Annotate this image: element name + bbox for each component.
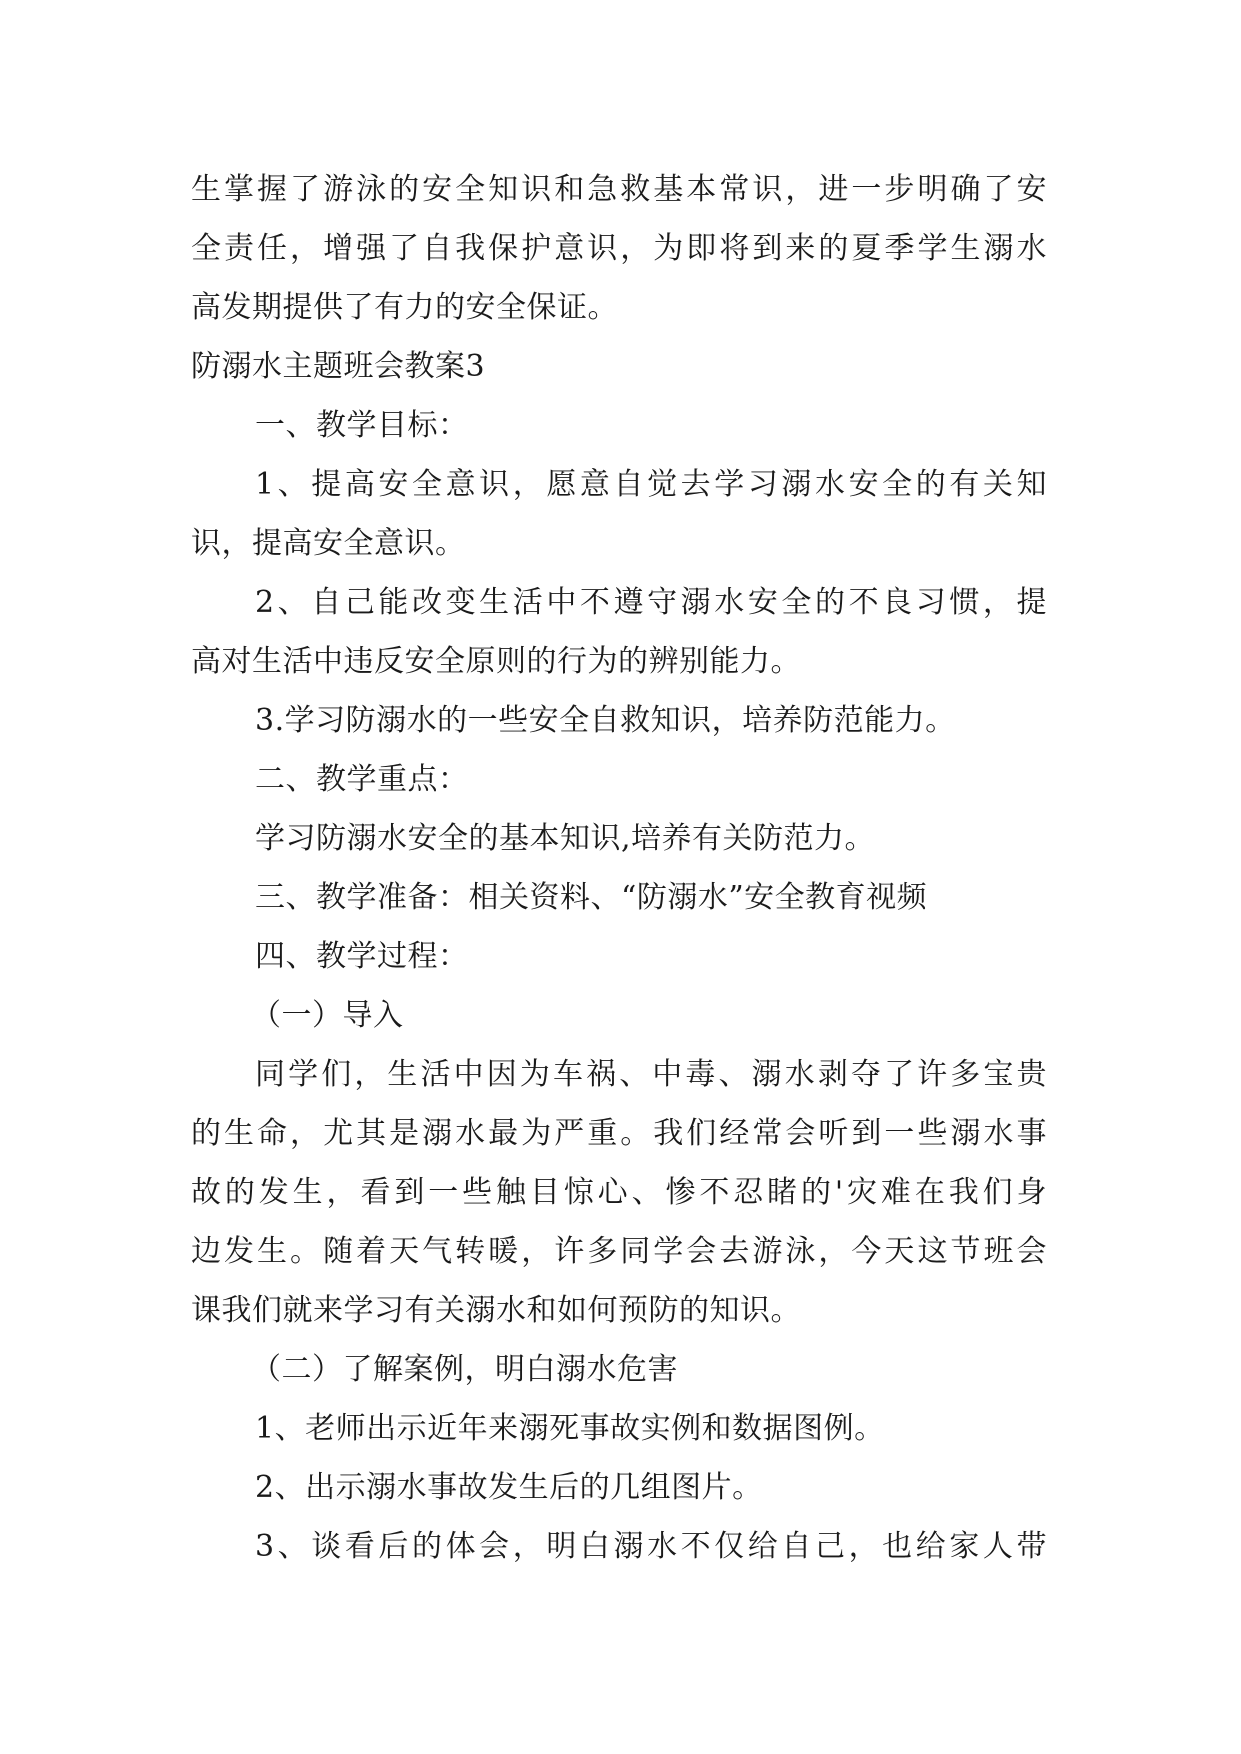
heading-process: 四、教学过程： — [255, 939, 469, 974]
heading-objectives: 一、教学目标： — [255, 408, 469, 443]
paragraph-line: 2、自己能改变生活中不遵守溺水安全的不良习惯，提 — [255, 585, 1047, 620]
paragraph-line: 3、谈看后的体会，明白溺水不仅给自己，也给家人带 — [255, 1529, 1047, 1564]
paragraph-line: 高发期提供了有力的安全保证。 — [191, 290, 618, 325]
paragraph-line: 的生命，尤其是溺水最为严重。我们经常会听到一些溺水事 — [191, 1116, 1047, 1151]
paragraph-line: 高对生活中违反安全原则的行为的辨别能力。 — [191, 644, 801, 679]
paragraph-line: 2、出示溺水事故发生后的几组图片。 — [255, 1470, 763, 1505]
document-body — [191, 160, 1047, 1576]
subheading-cases: （二）了解案例，明白溺水危害 — [251, 1352, 678, 1387]
paragraph-line: 同学们，生活中因为车祸、中毒、溺水剥夺了许多宝贵 — [255, 1057, 1047, 1092]
paragraph-line: 全责任，增强了自我保护意识，为即将到来的夏季学生溺水 — [191, 231, 1047, 266]
paragraph-line: 1、提高安全意识，愿意自觉去学习溺水安全的有关知 — [255, 467, 1047, 502]
heading-key-points: 二、教学重点： — [255, 762, 469, 797]
paragraph-line: 识，提高安全意识。 — [191, 526, 466, 561]
heading-preparation: 三、教学准备：相关资料、“防溺水”安全教育视频 — [255, 880, 928, 915]
section-title: 防溺水主题班会教案3 — [191, 349, 486, 384]
paragraph-line: 课我们就来学习有关溺水和如何预防的知识。 — [191, 1293, 801, 1328]
subheading-intro: （一）导入 — [251, 998, 404, 1033]
paragraph-line: 生掌握了游泳的安全知识和急救基本常识，进一步明确了安 — [191, 172, 1047, 207]
paragraph-line: 学习防溺水安全的基本知识,培养有关防范力。 — [255, 821, 876, 856]
paragraph-line: 3.学习防溺水的一些安全自救知识，培养防范能力。 — [255, 703, 956, 738]
paragraph-line: 1、老师出示近年来溺死事故实例和数据图例。 — [255, 1411, 885, 1446]
paragraph-line: 边发生。随着天气转暖，许多同学会去游泳，今天这节班会 — [191, 1234, 1047, 1269]
paragraph-line: 故的发生，看到一些触目惊心、惨不忍睹的'灾难在我们身 — [191, 1175, 1047, 1210]
